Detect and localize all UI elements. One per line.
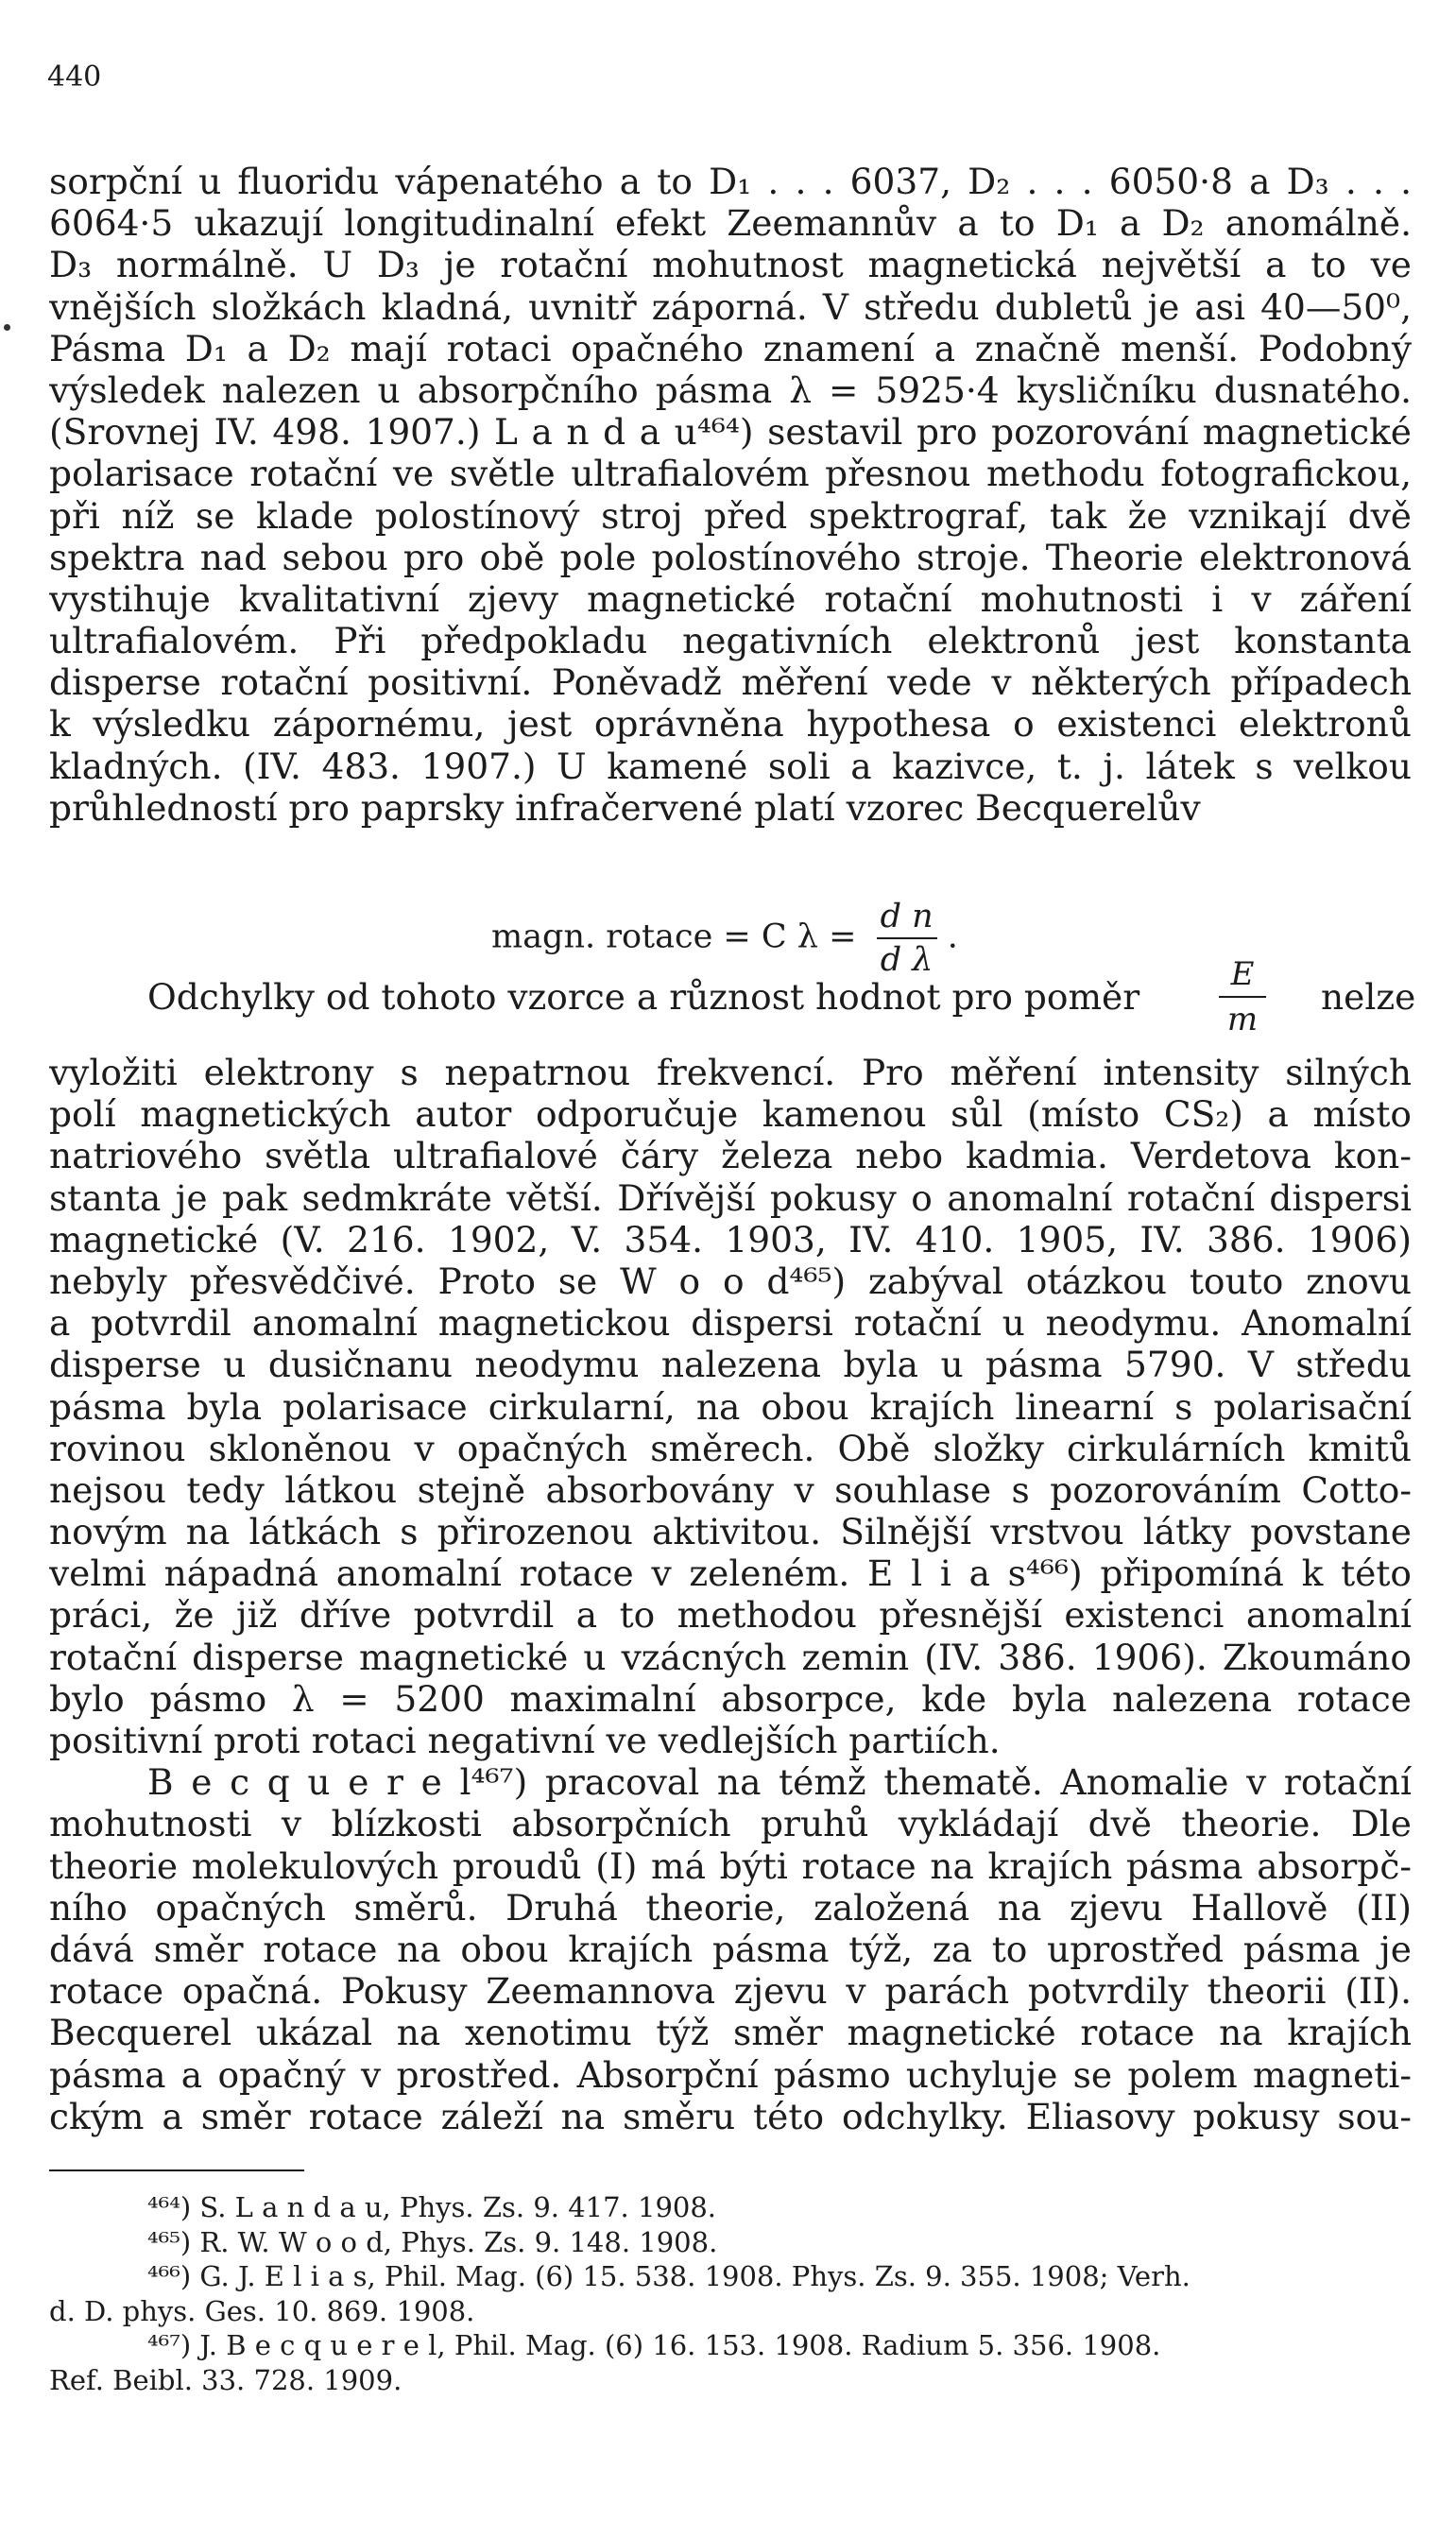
text-line: positivní proti rotaci negativní ve vedlejších partiích. bbox=[49, 1720, 1001, 1761]
text-line: B e c q u e r e l⁴⁶⁷) pracoval na témž thematě. Anomalie v rotační bbox=[147, 1761, 1412, 1804]
footnote-continuation: d. D. phys. Ges. 10. 869. 1908. bbox=[49, 2294, 475, 2327]
formula-end: . bbox=[947, 917, 958, 956]
text-line: pásma byla polarisace cirkularní, na obou krajích linearní s polarisační bbox=[49, 1385, 1412, 1428]
text-line: rotace opačná. Pokusy Zeemannova zjevu v parách potvrdily theorii (II). bbox=[49, 1970, 1412, 2013]
text-line: spektra nad sebou pro obě pole polostínového stroje. Theorie elektronová bbox=[49, 536, 1412, 578]
text-line: nebyly přesvědčivé. Proto se W o o d⁴⁶⁵) zabýval otázkou touto znovu bbox=[49, 1260, 1412, 1302]
footnote: ⁴⁶⁶) G. J. E l i a s, Phil. Mag. (6) 15. 538. 1908. Phys. Zs. 9. 355. 1908; Verh. bbox=[147, 2260, 1190, 2292]
formula-denominator: d λ bbox=[880, 941, 934, 979]
text-line: disperse u dusičnanu neodymu nalezena byla u pásma 5790. V středu bbox=[49, 1344, 1412, 1386]
text-line: magnetické (V. 216. 1902, V. 354. 1903, IV. 410. 1905, IV. 386. 1906) bbox=[49, 1218, 1412, 1260]
text-line: D₃ normálně. U D₃ je rotační mohutnost magnetická největší a to ve bbox=[49, 244, 1412, 286]
footnote: ⁴⁶⁵) R. W. W o o d, Phys. Zs. 9. 148. 1908. bbox=[147, 2225, 718, 2258]
text-line: novým na látkách s přirozenou aktivitou. Silnější vrstvou látky povstane bbox=[49, 1511, 1412, 1553]
text-line: polarisace rotační ve světle ultrafialovém přesnou methodu fotografickou, bbox=[49, 453, 1412, 495]
text-line: rotační disperse magnetické u vzácných zemin (IV. 386. 1906). Zkoumáno bbox=[49, 1636, 1412, 1678]
text-line: vnějších složkách kladná, uvnitř záporná. V středu dubletů je asi 40—50⁰, bbox=[49, 285, 1412, 328]
text-line: stanta je pak sedmkráte větší. Dřívější pokusy o anomalní rotační dispersi bbox=[49, 1176, 1412, 1219]
formula-fraction bbox=[877, 898, 937, 979]
text-line: kladných. (IV. 483. 1907.) U kamené soli a kazivce, t. j. látek s velkou bbox=[49, 745, 1412, 787]
body-text-upper bbox=[49, 161, 1412, 829]
print-speck bbox=[4, 324, 10, 331]
fraction-bar bbox=[1219, 996, 1266, 998]
text-line: výsledek nalezen u absorpčního pásma λ = 5925·4 kysličníku dusnatého. bbox=[49, 369, 1412, 411]
text-line: Odchylky od tohoto vzorce a různost hodnot pro poměr bbox=[147, 976, 1140, 1018]
text-line: Pásma D₁ a D₂ mají rotaci opačného znamení a značně menší. Podobný bbox=[49, 327, 1412, 369]
text-line: k výsledku zápornému, jest oprávněna hypothesa o existenci elektronů bbox=[49, 703, 1412, 746]
footnote-continuation: Ref. Beibl. 33. 728. 1909. bbox=[49, 2363, 403, 2396]
page-number: 440 bbox=[47, 60, 102, 94]
becquerel-formula bbox=[491, 898, 958, 979]
text-line: mohutnosti v blízkosti absorpčních pruhů vykládají dvě theorie. Dle bbox=[49, 1803, 1412, 1845]
text-line: při níž se klade polostínový stroj před spektrograf, tak že vznikají dvě bbox=[49, 494, 1412, 537]
text-line: ultrafialovém. Při předpokladu negativních elektronů jest konstanta bbox=[49, 620, 1412, 662]
text-line: dává směr rotace na obou krajích pásma týž, za to uprostřed pásma je bbox=[49, 1928, 1412, 1970]
text-line: práci, že již dříve potvrdil a to methodou přesnější existenci anomalní bbox=[49, 1594, 1412, 1637]
text-line: (Srovnej IV. 498. 1907.) L a n d a u⁴⁶⁴) sestavil pro pozorování magnetické bbox=[49, 411, 1412, 454]
text-line: sorpční u fluoridu vápenatého a to D₁ . . . 6037, D₂ . . . 6050·8 a D₃ . . . bbox=[49, 161, 1412, 202]
fraction-bar bbox=[877, 937, 937, 939]
text-line: bylo pásmo λ = 5200 maximalní absorpce, kde byla nalezena rotace bbox=[49, 1677, 1412, 1720]
text-line: vystihuje kvalitativní zjevy magnetické rotační mohutnosti i v záření bbox=[49, 577, 1412, 620]
footnotes bbox=[49, 2190, 1412, 2397]
text-line: pásma a opačný v prostřed. Absorpční pásmo uchyluje se polem magneti- bbox=[49, 2053, 1412, 2096]
text-line: průhledností pro paprsky infračervené platí vzorec Becquerelův bbox=[49, 786, 1201, 829]
text-line: vyložiti elektrony s nepatrnou frekvencí. Pro měření intensity silných bbox=[49, 1052, 1412, 1093]
text-line: ního opačných směrů. Druhá theorie, založená na zjevu Hallově (II) bbox=[49, 1886, 1412, 1929]
footnote: ⁴⁶⁷) J. B e c q u e r e l, Phil. Mag. (6) 16. 153. 1908. Radium 5. 356. 1908. bbox=[147, 2329, 1161, 2361]
formula-lhs: magn. rotace = C λ = bbox=[491, 917, 857, 956]
ratio-denominator: m bbox=[1226, 1001, 1259, 1038]
ratio-numerator: E bbox=[1230, 955, 1255, 993]
text-line: polí magnetických autor odporučuje kamenou sůl (místo CS₂) a místo bbox=[49, 1093, 1412, 1136]
footnote: ⁴⁶⁴) S. L a n d a u, Phys. Zs. 9. 417. 1908. bbox=[147, 2191, 717, 2223]
body-text-lower bbox=[49, 1052, 1412, 2137]
text-line: a potvrdil anomalní magnetickou dispersi rotační u neodymu. Anomalní bbox=[49, 1302, 1412, 1345]
text-line: nejsou tedy látkou stejně absorbovány v souhlase s pozorováním Cotto- bbox=[49, 1468, 1412, 1511]
text-line: disperse rotační positivní. Poněvadž měření vede v některých případech bbox=[49, 661, 1412, 704]
formula-numerator: d n bbox=[880, 898, 934, 935]
text-line: 6064·5 ukazují longitudinalní efekt Zeemannův a to D₁ a D₂ anomálně. bbox=[49, 202, 1412, 245]
text-line: Becquerel ukázal na xenotimu týž směr magnetické rotace na krajích bbox=[49, 2012, 1412, 2054]
text-line: theorie molekulových proudů (I) má býti rotace na krajích pásma absorpč- bbox=[49, 1844, 1412, 1887]
ratio-line bbox=[147, 976, 1308, 1018]
text-line: ckým a směr rotace záleží na směru této odchylky. Eliasovy pokusy sou- bbox=[49, 2095, 1412, 2137]
ratio-fraction bbox=[1219, 955, 1266, 1038]
ratio-after: nelze bbox=[1321, 976, 1416, 1018]
footnote-rule bbox=[49, 2169, 304, 2171]
text-line: natriového světla ultrafialové čáry železa nebo kadmia. Verdetova kon- bbox=[49, 1135, 1412, 1177]
text-line: rovinou skloněnou v opačných směrech. Obě složky cirkulárních kmitů bbox=[49, 1427, 1412, 1469]
text-line: velmi nápadná anomalní rotace v zeleném. E l i a s⁴⁶⁶) připomíná k této bbox=[49, 1552, 1412, 1595]
